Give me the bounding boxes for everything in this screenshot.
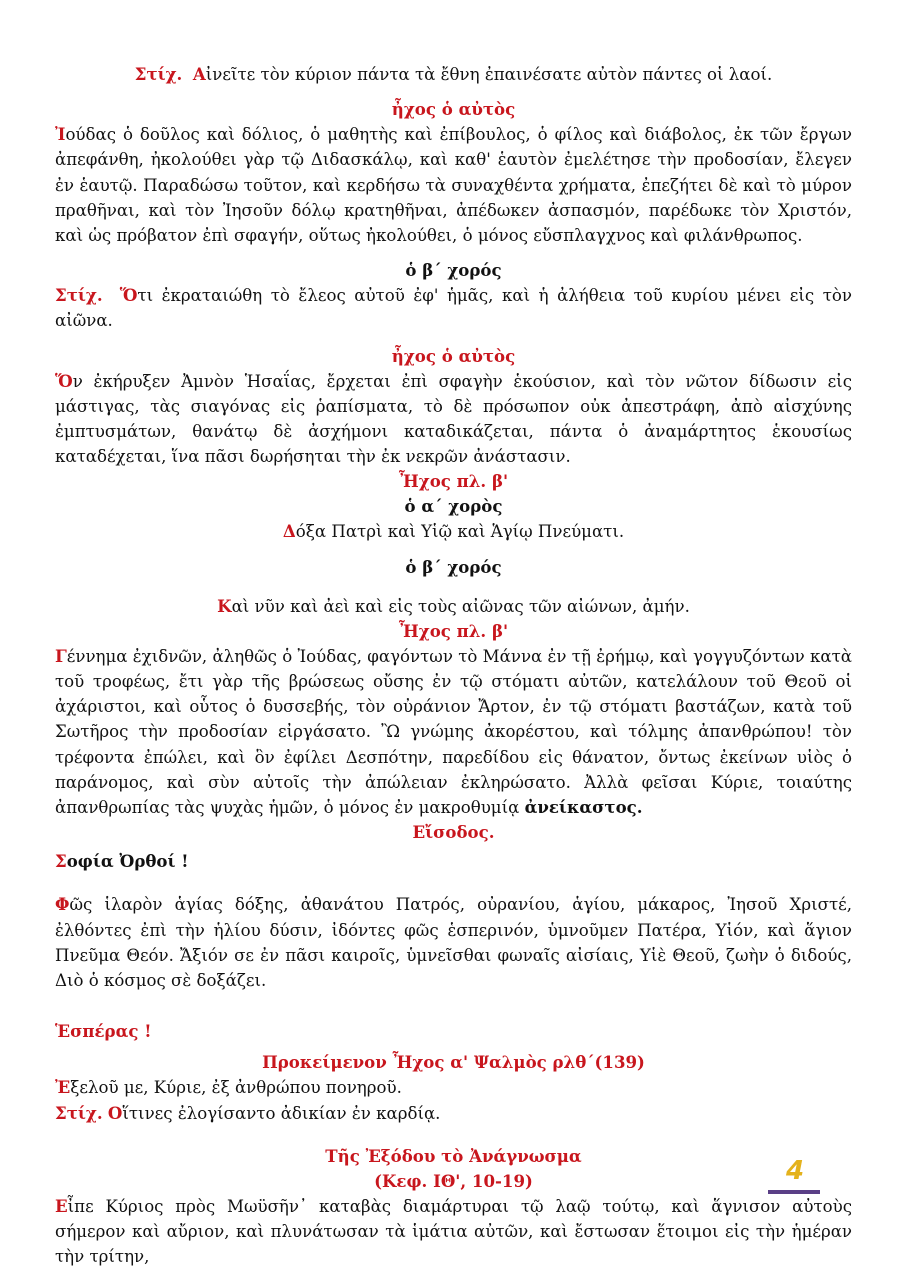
verse-line-1 [55,62,852,87]
hymn-text: ούδας ὁ δοῦλος καὶ δόλιος, ὁ μαθητὴς καὶ ἐπίβουλος, ὁ φίλος καὶ διάβολος, ἐκ τῶν ἔργων ἀπεφάνθη, ἠκολούθει γὰρ τῷ Διδασκάλῳ, καὶ καθ' ἑαυτὸν ἐμελέτησε τὴν προδοσίαν, ἔλεγεν ἐν ἑαυτῷ. Παραδώσω τοῦτον, καὶ κερδήσω τὰ συναχθέντα χρήματα, ἐπεζήτει δὲ καὶ τὸ μύρον πραθῆναι, καὶ τὸν Ἰησοῦν δόλῳ κρατηθῆναι, ἀπέδωκεν ἀσπασμόν, παρέδωκε τὸν Χριστόν, καὶ ὡς πρόβατον ἐπὶ σφαγήν, οὕτως ἠκολούθει, ὁ μόνος εὔσπλαγχνος καὶ φιλάνθρωπος. [55,125,852,246]
drop-initial: Φ [55,894,70,915]
hymn-text: έννημα ἐχιδνῶν, ἀληθῶς ὁ Ἰούδας, φαγόντων τὸ Μάννα ἐν τῇ ἐρήμῳ, καὶ γογγυζόντων κατὰ τοῦ τροφέως, ἔτι γὰρ τῆς βρώσεως οὔσης ἐν τῷ στόματι αὐτῶν, κατελάλουν τοῦ Θεοῦ οἱ ἀχάριστοι, καὶ οὗτος ὁ δυσσεβής, τὸν οὐράνιον Ἄρτον, ἐν τῷ στόματι βαστάζων, κατὰ τοῦ Σωτῆρος τὴν προδοσίαν εἰργάσατο. Ὢ γνώμης ἀκορέστου, καὶ τόλμης ἀπανθρώπου! τὸν τρέφοντα ἐπώλει, καὶ ὃν ἐφίλει Δεσπότην, παρεδίδου εἰς θάνατον, ὄντως ἐκείνων υἱὸς ὁ παράνομος, καὶ σὺν αὐτοῖς τὴν ἀπώλειαν ἐκληρώσατο. Ἀλλὰ φεῖσαι Κύριε, τοιαύτης ἀπανθρωπίας τὰς ψυχὰς ἡμῶν, ὁ μόνος ἐν μακροθυμίᾳ [55,646,852,818]
kai-nyn-line [55,594,852,619]
verse-line-3 [55,1101,852,1126]
page-number-rule [768,1190,820,1194]
drop-initial: Ἐ [55,1077,71,1098]
entrance-heading: Εἴσοδος. [412,822,495,843]
drop-initial: Ε [55,1195,68,1216]
doxa-text: όξα Πατρὶ καὶ Υἱῷ καὶ Ἁγίῳ Πνεύματι. [295,522,625,542]
drop-initial: Α [192,64,206,84]
sofia-orthoi [55,849,852,874]
verse-text: ἵτινες ἐλογίσαντο ἀδικίαν ἐν καρδίᾳ. [122,1103,441,1123]
page-number: 4 [786,1156,805,1186]
drop-initial: Ο [107,1102,123,1123]
sofia-text: οφία Ὀρθοί ! [66,851,189,872]
verse-label: Στίχ. [134,64,183,84]
tone-heading-4: Ἦχος πλ. β' [398,620,509,641]
drop-initial: Δ [282,521,296,542]
hymn-isaiah [55,369,852,470]
choir-heading-b2: ὁ β΄ χορός [405,556,502,577]
drop-initial: Γ [55,645,67,666]
tone-heading-1: ἦχος ὁ αὐτὸς [391,99,516,120]
phos-hilaron [55,892,852,993]
hymn-text: ν ἐκήρυξεν Ἀμνὸν Ἡσαΐας, ἔρχεται ἐπὶ σφαγὴν ἑκούσιον, καὶ τὸν νῶτον δίδωσιν εἰς μάστιγας, τὰς σιαγόνας εἰς ῥαπίσματα, τὸ δὲ πρόσωπον οὐκ ἀπεστράφη, ἀπὸ αἰσχύνης ἐμπτυσμάτων, θανάτῳ δὲ ἀσχήμονι καταδικάζεται, πάντα ὁ ἀναμάρτητος ἑκουσίως καταδέχεται, ἵνα πᾶσι δωρήσηται τὴν ἐκ νεκρῶν ἀνάστασιν. [55,371,852,467]
verse-text: τι ἐκραταιώθη τὸ ἔλεος αὐτοῦ ἐφ' ἡμᾶς, καὶ ἡ ἀλήθεια τοῦ κυρίου μένει εἰς τὸν αἰῶνα. [55,286,852,331]
drop-initial: Ὅ [55,370,73,391]
doxa-line [55,519,852,544]
verse-label: Στίχ. [55,1102,103,1123]
drop-initial: Ὅ [119,285,138,306]
drop-initial: Κ [217,595,232,616]
reading-text: ἶπε Κύριος πρὸς Μωϋσῆν᾽ καταβὰς διαμάρτυραι τῷ λαῷ τούτῳ, καὶ ἅγνισον αὐτοὺς σήμερον καὶ αὔριον, καὶ πλυνάτωσαν τὰ ἱμάτια αὐτῶν, καὶ ἔστωσαν ἕτοιμοι εἰς τὴν ἡμέραν τὴν τρίτην, [55,1196,852,1267]
reading-text-block [55,1194,852,1270]
tone-heading-2: ἦχος ὁ αὐτὸς [391,345,516,366]
page-content [55,62,852,1270]
drop-initial: Σ [55,851,67,872]
drop-initial: Ἰ [55,124,66,145]
choir-heading-b1: ὁ β΄ χορός [405,260,502,281]
verse-label: Στίχ. [55,285,103,306]
tone-heading-3: Ἦχος πλ. β' [398,471,509,492]
reading-reference: (Κεφ. ΙΘ', 10-19) [374,1170,533,1191]
verse-text: ἰνεῖτε τὸν κύριον πάντα τὰ ἔθνη ἐπαινέσατε αὐτὸν πάντες οἱ λαοί. [205,65,773,84]
choir-heading-a: ὁ α΄ χορὸς [404,496,503,517]
verse-line-2 [55,283,852,333]
prokeimenon-heading: Προκείμενον Ἦχος α' Ψαλμὸς ρλθ΄(139) [262,1052,645,1073]
prokeimenon-line [55,1075,852,1100]
kai-nyn-text: αὶ νῦν καὶ ἀεὶ καὶ εἰς τοὺς αἰῶνας τῶν αἰώνων, ἀμήν. [231,596,690,616]
hymn-ending: ἀνείκαστος. [524,797,643,818]
hymn-brood-of-vipers [55,644,852,820]
reading-title: Τῆς Ἐξόδου τὸ Ἀνάγνωσμα [325,1145,582,1166]
hymn-judas [55,122,852,248]
phos-text: ῶς ἱλαρὸν ἁγίας δόξης, ἀθανάτου Πατρός, οὐρανίου, ἁγίου, μάκαρος, Ἰησοῦ Χριστέ, ἐλθόντες ἐπὶ τὴν ἡλίου δύσιν, ἰδόντες φῶς ἑσπερινόν, ὑμνοῦμεν Πατέρα, Υἱόν, καὶ ἅγιον Πνεῦμα Θεόν. Ἄξιόν σε ἐν πᾶσι καιροῖς, ὑμνεῖσθαι φωναῖς αἰσίαις, Υἱὲ Θεοῦ, ζωὴν ὁ διδούς, Διὸ ὁ κόσμος σὲ δοξάζει. [55,895,852,991]
prokeimenon-text: ξελοῦ με, Κύριε, ἐξ ἀνθρώπου πονηροῦ. [70,1078,402,1098]
esperas-heading: Ἑσπέρας ! [55,1021,152,1042]
